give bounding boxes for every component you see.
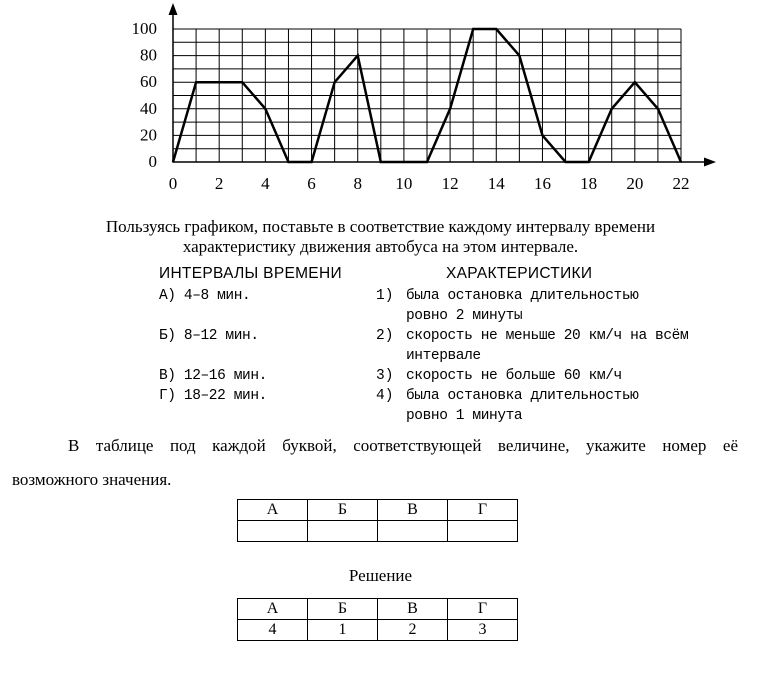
data-point-21 — [657, 108, 659, 110]
data-point-11 — [426, 161, 428, 163]
characteristic-1-line-1: была остановка длительностью — [406, 288, 639, 304]
x-tick-label-22: 22 — [672, 174, 690, 193]
solution-table — [237, 598, 518, 641]
solution-header-b: Б — [308, 599, 378, 620]
y-tick-label-60: 60 — [140, 72, 157, 92]
data-point-9 — [380, 161, 382, 163]
characteristic-4-line-1: была остановка длительностью — [406, 388, 639, 404]
x-tick-label-12: 12 — [441, 174, 459, 193]
task-text-line-2: характеристику движения автобуса на этом интервале. — [182, 237, 579, 256]
data-point-17 — [565, 161, 567, 163]
data-point-10 — [403, 161, 405, 163]
solution-header-a: А — [238, 599, 308, 620]
y-tick-label-0: 0 — [148, 152, 157, 171]
characteristic-4-line-2: ровно 1 минута — [406, 408, 523, 424]
data-point-20 — [634, 81, 636, 83]
x-tick-label-4: 4 — [261, 174, 270, 193]
data-point-18 — [588, 161, 590, 163]
data-point-0 — [172, 161, 174, 163]
data-point-5 — [288, 161, 290, 163]
characteristic-2-line-2: интервале — [406, 348, 481, 364]
answer-header-v: В — [378, 500, 448, 521]
interval-item-b: Б) 8–12 мин. — [159, 328, 259, 344]
chart-grid — [173, 29, 681, 162]
x-tick-label-8: 8 — [353, 174, 362, 193]
x-tick-label-18: 18 — [580, 174, 598, 193]
characteristic-num-4: 4) — [376, 388, 394, 404]
data-point-19 — [611, 108, 613, 110]
data-point-3 — [241, 81, 243, 83]
interval-item-v: В) 12–16 мин. — [159, 368, 267, 384]
solution-value-b: 1 — [308, 620, 378, 641]
solution-header-v: В — [378, 599, 448, 620]
x-tick-label-6: 6 — [307, 174, 316, 193]
data-point-4 — [265, 108, 267, 110]
answer-header-g: Г — [448, 500, 518, 521]
x-tick-label-2: 2 — [214, 174, 224, 193]
data-point-16 — [542, 135, 544, 137]
data-point-7 — [334, 81, 336, 83]
data-point-2 — [218, 81, 220, 83]
characteristic-num-1: 1) — [376, 288, 394, 304]
data-point-6 — [311, 161, 313, 163]
data-point-15 — [519, 55, 521, 57]
intervals-header: ИНТЕРВАЛЫ ВРЕМЕНИ — [159, 265, 342, 282]
answer-header-a: А — [238, 500, 308, 521]
answer-cell-a[interactable] — [238, 521, 308, 542]
data-point-8 — [357, 55, 359, 57]
speed-time-chart — [0, 0, 761, 200]
characteristic-2-line-1: скорость не меньше 20 км/ч на всём — [406, 328, 689, 344]
interval-item-g: Г) 18–22 мин. — [159, 388, 267, 404]
y-tick-label-100: 100 — [131, 19, 157, 38]
solution-value-a: 4 — [238, 620, 308, 641]
data-point-22 — [680, 161, 682, 163]
y-tick-label-40: 40 — [140, 98, 157, 118]
x-tick-label-16: 16 — [533, 174, 551, 193]
instruction-line-1: В таблице под каждой буквой, соответствующей величине, укажите номер её — [68, 436, 738, 455]
answer-cell-b[interactable] — [308, 521, 378, 542]
characteristics-header: ХАРАКТЕРИСТИКИ — [446, 265, 593, 282]
characteristic-num-2: 2) — [376, 328, 394, 344]
solution-title: Решение — [348, 566, 413, 585]
solution-header-g: Г — [448, 599, 518, 620]
x-tick-label-14: 14 — [487, 174, 505, 193]
y-axis-arrow — [169, 3, 178, 15]
data-point-1 — [195, 81, 197, 83]
solution-value-g: 3 — [448, 620, 518, 641]
data-point-13 — [472, 28, 474, 30]
interval-item-a: А) 4–8 мин. — [159, 288, 251, 304]
answer-header-b: Б — [308, 500, 378, 521]
data-point-12 — [449, 108, 451, 110]
answer-cell-v[interactable] — [378, 521, 448, 542]
y-tick-label-20: 20 — [140, 125, 157, 145]
data-point-14 — [495, 28, 497, 30]
solution-value-v: 2 — [378, 620, 448, 641]
x-axis-arrow — [704, 158, 716, 167]
x-tick-label-10: 10 — [395, 174, 413, 193]
answer-table — [237, 499, 518, 542]
chart-tick-labels — [132, 19, 690, 193]
task-text-line-1: Пользуясь графиком, поставьте в соответствие каждому интервалу времени — [105, 217, 656, 236]
answer-cell-g[interactable] — [448, 521, 518, 542]
instruction-line-2: возможного значения. — [12, 470, 172, 489]
characteristic-3-line-1: скорость не больше 60 км/ч — [406, 368, 622, 384]
x-tick-label-0: 0 — [168, 174, 178, 193]
x-tick-label-20: 20 — [626, 174, 644, 193]
y-tick-label-80: 80 — [140, 45, 157, 65]
characteristic-num-3: 3) — [376, 368, 394, 384]
characteristic-1-line-2: ровно 2 минуты — [406, 308, 523, 324]
